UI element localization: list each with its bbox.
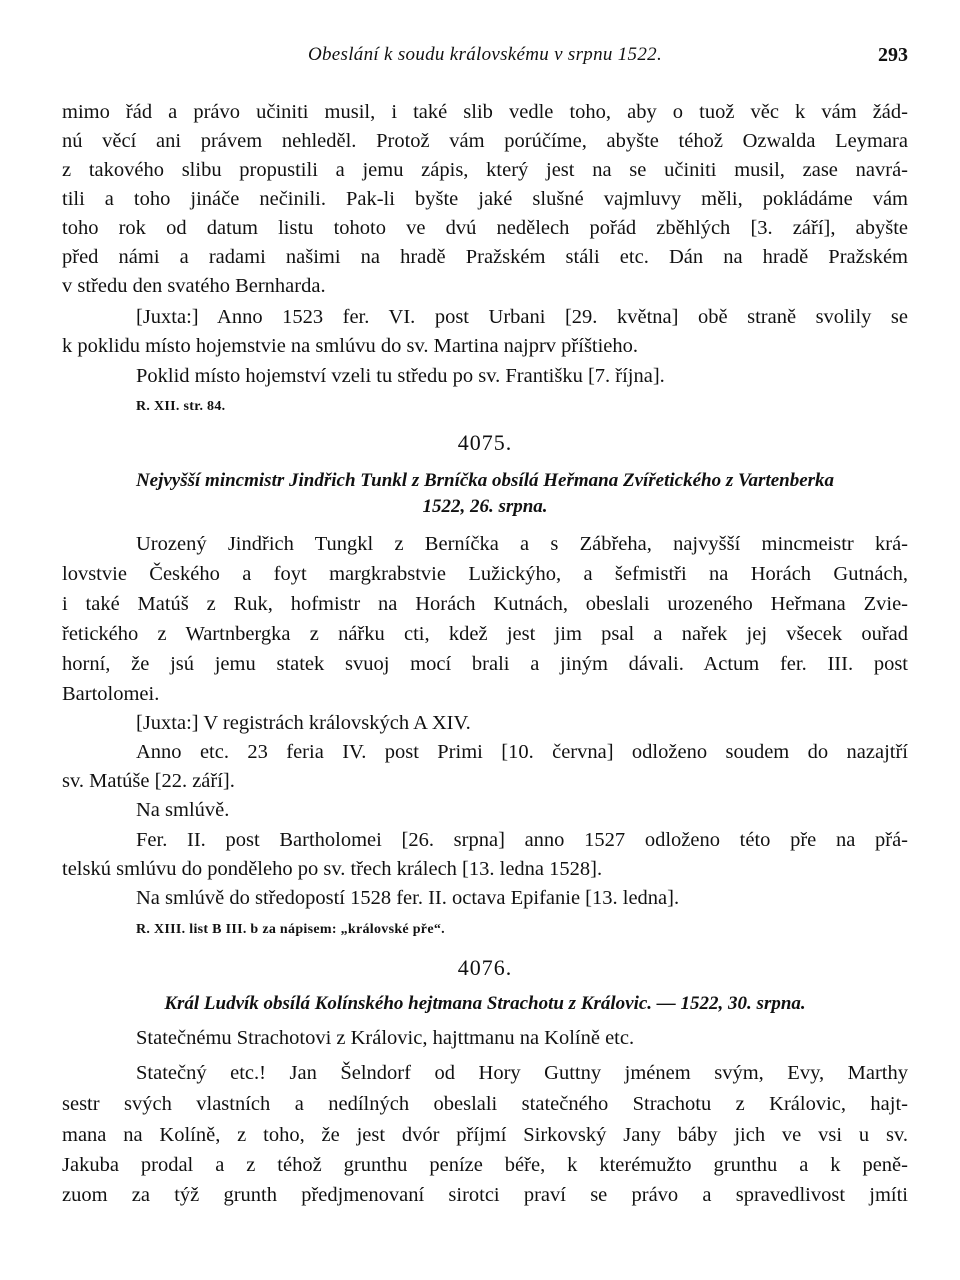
body-line: Bartolomei.: [62, 683, 160, 705]
body-line: před námi a radami našimi na hradě Pražském stáli etc. Dán na hradě Pražském: [62, 246, 908, 268]
source-reference: R. XII. str. 84.: [136, 399, 226, 414]
body-line: mimo řád a právo učiniti musil, i také slib vedle toho, aby o tuož věc k vám žád-: [62, 101, 908, 123]
body-line: řetického z Wartnbergka z nářku cti, kdež jest jim psal a nařek jej všecek ouřad: [62, 623, 908, 645]
note-line: Fer. II. post Bartholomei [26. srpna] anno 1527 odloženo této pře na přá-: [136, 829, 908, 851]
document-date: 1522, 26. srpna.: [422, 496, 548, 517]
page-number: 293: [878, 44, 908, 66]
body-line: z takového slibu propustili a jemu zápis, který jest na se učiniti musil, zase navrá-: [62, 159, 908, 181]
body-line: horní, že jsú jemu statek svuoj mocí brali a jiným dávali. Actum fer. III. post: [62, 653, 908, 675]
body-line: zuom za týž grunth předjmenovaní sirotci praví se právo a spravedlivost jmíti: [62, 1184, 908, 1206]
body-line: toho rok od datum listu tohoto ve dvú nedělech pořád zběhlých [3. září], abyšte: [62, 217, 908, 239]
source-reference: R. XIII. list B III. b za nápisem: „královské pře“.: [136, 922, 445, 937]
note-line: k poklidu místo hojemstvie na smlúvu do sv. Martina najprv příštieho.: [62, 335, 639, 357]
note-line: Poklid místo hojemství vzeli tu středu po sv. Františku [7. října].: [136, 365, 665, 387]
body-line: mana na Kolíně, z toho, že jest dvór příjmí Sirkovský Jany báby jich ve vsi u sv.: [62, 1124, 908, 1146]
note-line: [Juxta:] Anno 1523 fer. VI. post Urbani [29. května] obě straně svolily se: [136, 306, 908, 328]
note-line: [Juxta:] V registrách královských A XIV.: [136, 712, 471, 734]
body-line: v středu den svatého Bernharda.: [62, 275, 326, 297]
body-line: i také Matúš z Ruk, hofmistr na Horách Kutnách, obeslali urozeného Heřmana Zvie-: [62, 593, 908, 615]
document-heading: Nejvyšší mincmistr Jindřich Tunkl z Brníčka obsílá Heřmana Zvířetického z Vartenberka: [135, 470, 835, 491]
body-line: Jakuba prodal a z téhož grunthu peníze béře, k kterémužto grunthu a k peně-: [62, 1154, 908, 1176]
page-header: [62, 44, 908, 76]
note-line: sv. Matúše [22. září].: [62, 770, 235, 792]
body-line: sestr svých vlastních a nedílných obeslali statečného Strachotu z Královic, hajt-: [62, 1093, 908, 1115]
body-line: Statečný etc.! Jan Šelndorf od Hory Guttny jménem svým, Evy, Marthy: [136, 1062, 908, 1084]
body-line: Urozený Jindřich Tungkl z Berníčka a s Zábřeha, najvyšší mincmeistr krá-: [136, 533, 908, 555]
note-line: Anno etc. 23 feria IV. post Primi [10. června] odloženo soudem do nazajtří: [136, 741, 908, 763]
note-line: Na smlúvě do středopostí 1528 fer. II. octava Epifanie [13. ledna].: [136, 887, 680, 909]
body-line: tili a toho jináče nečinili. Pak-li byšte jaké slušné vajmluvy měli, pokládáme vám: [62, 188, 908, 210]
address-line: Statečnému Strachotovi z Královic, hajttmanu na Kolíně etc.: [136, 1027, 635, 1049]
note-line: telskú smlúvu do ponděleho po sv. třech králech [13. ledna 1528].: [62, 858, 603, 880]
document-number: 4076.: [457, 955, 513, 980]
running-title: Obeslání k soudu královskému v srpnu 1522.: [307, 44, 663, 65]
document-number: 4075.: [457, 430, 513, 455]
note-line: Na smlúvě.: [136, 799, 230, 821]
body-line: nú věcí ani právem nehleděl. Protož vám porúčíme, abyšte téhož Ozwalda Leymara: [62, 130, 908, 152]
document-heading: Král Ludvík obsílá Kolínského hejtmana Strachotu z Královic. — 1522, 30. srpna.: [164, 993, 806, 1014]
body-line: lovstvie Českého a foyt margkrabstvie Lužickýho, a šefmistři na Horách Gutnách,: [62, 563, 908, 585]
